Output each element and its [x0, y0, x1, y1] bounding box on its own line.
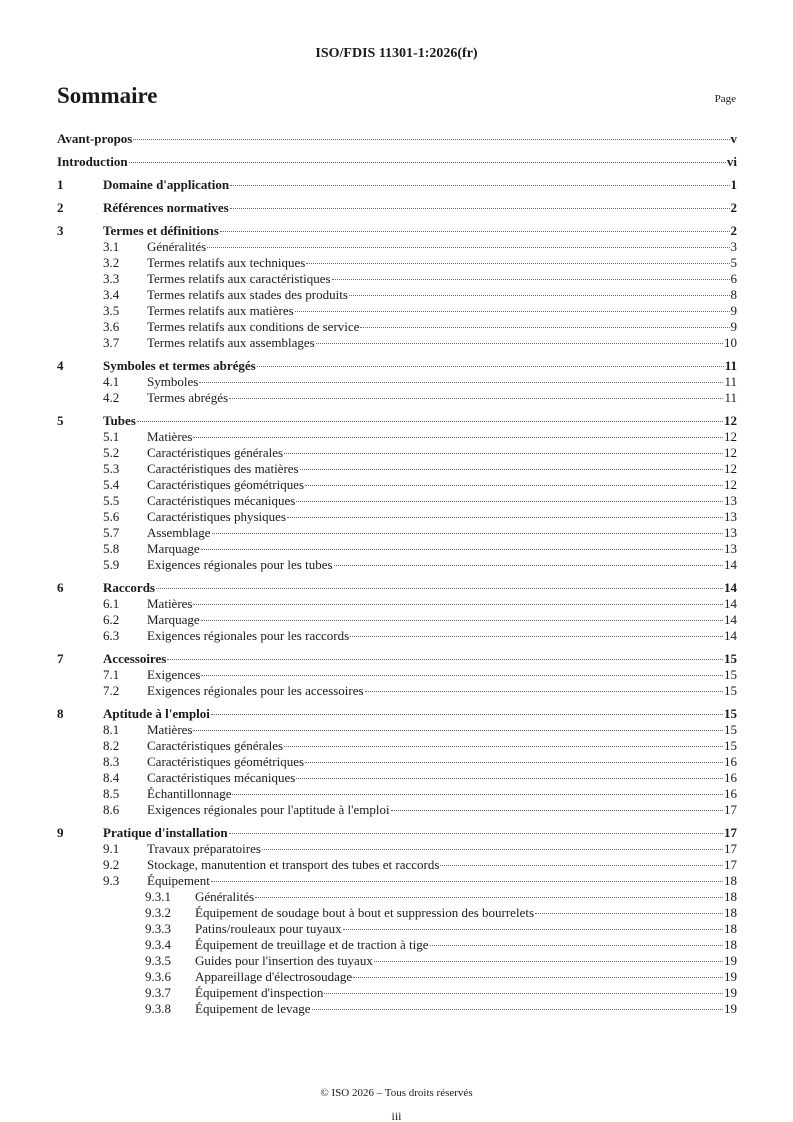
dot-leader: [305, 762, 723, 763]
toc-entry-number: 6.1: [103, 596, 120, 611]
dot-leader: [391, 810, 723, 811]
toc-entry-page: 13: [724, 493, 737, 508]
toc-entry-number: 3: [57, 223, 64, 238]
toc-entry-title: Symboles: [147, 374, 199, 389]
toc-entry[interactable]: [57, 429, 737, 445]
toc-entry[interactable]: [57, 889, 737, 905]
toc-entry[interactable]: [57, 493, 737, 509]
toc-entry[interactable]: [57, 612, 737, 628]
toc-entry-page: 15: [724, 651, 737, 666]
toc-entry-title: Caractéristiques mécaniques: [147, 770, 296, 785]
toc-entry-page: 18: [724, 905, 737, 920]
toc-entry[interactable]: [57, 390, 737, 406]
table-of-contents: [57, 131, 737, 1017]
toc-entry-number: 9.3.5: [145, 953, 171, 968]
toc-entry-page: 17: [724, 825, 737, 840]
toc-entry-number: 3.1: [103, 239, 120, 254]
toc-entry-number: 3.5: [103, 303, 120, 318]
dot-leader: [230, 208, 730, 209]
toc-entry[interactable]: [57, 200, 737, 216]
toc-entry-page: 14: [724, 580, 737, 595]
toc-entry[interactable]: [57, 969, 737, 985]
toc-entry-page: 13: [724, 509, 737, 524]
toc-entry[interactable]: [57, 557, 737, 573]
toc-entry[interactable]: [57, 985, 737, 1001]
dot-leader: [193, 437, 723, 438]
dot-leader: [212, 533, 723, 534]
toc-entry[interactable]: [57, 477, 737, 493]
dot-leader: [220, 231, 730, 232]
toc-entry-number: 4: [57, 358, 64, 373]
toc-entry-number: 8.3: [103, 754, 120, 769]
toc-entry[interactable]: [57, 754, 737, 770]
dot-leader: [207, 247, 729, 248]
toc-entry-number: 5.9: [103, 557, 120, 572]
toc-entry-number: 8.1: [103, 722, 120, 737]
toc-entry-title: Matières: [147, 722, 193, 737]
toc-entry-page: 15: [724, 738, 737, 753]
toc-entry-title: Matières: [147, 596, 193, 611]
toc-entry-page: 19: [724, 953, 737, 968]
dot-leader: [324, 993, 723, 994]
toc-entry-page: 17: [724, 857, 737, 872]
dot-leader: [262, 849, 723, 850]
toc-entry-page: 19: [724, 969, 737, 984]
dot-leader: [257, 366, 724, 367]
toc-entry-number: 9.2: [103, 857, 120, 872]
toc-entry-title: Termes relatifs aux matières: [147, 303, 294, 318]
toc-entry-number: 8.2: [103, 738, 120, 753]
toc-entry-number: 5: [57, 413, 64, 428]
toc-entry-number: 7: [57, 651, 64, 666]
dot-leader: [316, 343, 723, 344]
toc-entry-title: Matières: [147, 429, 193, 444]
toc-entry-page: 19: [724, 1001, 737, 1016]
toc-entry-title: Raccords: [103, 580, 155, 595]
toc-entry[interactable]: [57, 445, 737, 461]
dot-leader: [167, 659, 723, 660]
toc-entry-number: 5.4: [103, 477, 120, 492]
dot-leader: [350, 636, 723, 637]
toc-entry-page: 11: [724, 390, 737, 405]
toc-entry-title: Équipement de soudage bout à bout et suppression des bourrelets: [195, 905, 535, 920]
toc-entry-number: 5.8: [103, 541, 120, 556]
dot-leader: [332, 279, 730, 280]
dot-leader: [295, 311, 730, 312]
toc-entry-title: Marquage: [147, 541, 200, 556]
dot-leader: [199, 382, 723, 383]
toc-entry-number: 5.6: [103, 509, 120, 524]
toc-entry-title: Caractéristiques physiques: [147, 509, 286, 524]
toc-entry[interactable]: [57, 873, 737, 889]
toc-entry[interactable]: [57, 825, 737, 841]
toc-entry-number: 9.3.8: [145, 1001, 171, 1016]
toc-entry[interactable]: [57, 857, 737, 873]
toc-entry[interactable]: [57, 239, 737, 255]
toc-entry-title: Caractéristiques générales: [147, 445, 284, 460]
dot-leader: [305, 485, 723, 486]
toc-entry[interactable]: [57, 223, 737, 239]
dot-leader: [201, 620, 723, 621]
toc-entry-page: 10: [724, 335, 737, 350]
dot-leader: [287, 517, 723, 518]
toc-entry[interactable]: [57, 335, 737, 351]
dot-leader: [353, 977, 723, 978]
toc-entry[interactable]: [57, 953, 737, 969]
toc-entry-title: Équipement: [147, 873, 210, 888]
toc-entry-number: 1: [57, 177, 64, 192]
dot-leader: [201, 549, 723, 550]
toc-entry[interactable]: [57, 255, 737, 271]
toc-entry[interactable]: [57, 413, 737, 429]
toc-entry[interactable]: [57, 786, 737, 802]
dot-leader: [284, 453, 723, 454]
toc-entry[interactable]: [57, 509, 737, 525]
dot-leader: [284, 746, 723, 747]
dot-leader: [306, 263, 729, 264]
dot-leader: [255, 897, 723, 898]
toc-entry[interactable]: [57, 628, 737, 644]
toc-entry-title: Stockage, manutention et transport des tubes et raccords: [147, 857, 440, 872]
toc-entry-number: 3.3: [103, 271, 120, 286]
toc-entry-number: 6.2: [103, 612, 120, 627]
toc-entry[interactable]: [57, 525, 737, 541]
toc-entry-title: Échantillonnage: [147, 786, 232, 801]
toc-entry-page: 14: [724, 596, 737, 611]
toc-entry-title: Caractéristiques géométriques: [147, 754, 305, 769]
toc-entry[interactable]: [57, 667, 737, 683]
toc-entry-page: vi: [726, 154, 737, 169]
toc-entry[interactable]: [57, 358, 737, 374]
toc-entry[interactable]: [57, 580, 737, 596]
toc-entry-number: 8.5: [103, 786, 120, 801]
toc-entry[interactable]: [57, 271, 737, 287]
dot-leader: [129, 162, 726, 163]
toc-entry-title: Généralités: [195, 889, 255, 904]
toc-entry-page: 12: [724, 413, 737, 428]
toc-entry-title: Exigences régionales pour les raccords: [147, 628, 350, 643]
toc-entry-title: Termes relatifs aux caractéristiques: [147, 271, 331, 286]
toc-entry-number: 2: [57, 200, 64, 215]
toc-entry-page: 12: [724, 461, 737, 476]
toc-entry-page: 9: [730, 319, 737, 334]
toc-entry-page: 6: [730, 271, 737, 286]
dot-leader: [230, 185, 729, 186]
copyright-footer: © ISO 2026 – Tous droits réservés: [320, 1087, 473, 1099]
toc-entry-number: 9.3.6: [145, 969, 171, 984]
dot-leader: [201, 675, 723, 676]
toc-entry-page: 11: [724, 358, 737, 373]
toc-entry-title: Domaine d'application: [103, 177, 230, 192]
dot-leader: [211, 881, 723, 882]
dot-leader: [229, 398, 723, 399]
toc-entry-number: 5.3: [103, 461, 120, 476]
toc-entry-title: Assemblage: [147, 525, 211, 540]
toc-entry[interactable]: [57, 154, 737, 170]
dot-leader: [343, 929, 723, 930]
toc-entry-page: 16: [724, 770, 737, 785]
toc-entry-page: 15: [724, 683, 737, 698]
toc-entry-number: 6.3: [103, 628, 120, 643]
toc-entry[interactable]: [57, 905, 737, 921]
toc-entry[interactable]: [57, 287, 737, 303]
toc-entry-title: Caractéristiques des matières: [147, 461, 299, 476]
toc-entry-page: 8: [730, 287, 737, 302]
dot-leader: [349, 295, 730, 296]
toc-entry-title: Patins/rouleaux pour tuyaux: [195, 921, 342, 936]
toc-entry-number: 9.3: [103, 873, 120, 888]
toc-entry[interactable]: [57, 596, 737, 612]
toc-entry-number: 4.2: [103, 390, 120, 405]
toc-entry-number: 9.3.3: [145, 921, 171, 936]
dot-leader: [300, 469, 723, 470]
toc-entry-number: 9: [57, 825, 64, 840]
toc-entry-title: Termes relatifs aux assemblages: [147, 335, 315, 350]
dot-leader: [374, 961, 723, 962]
toc-entry[interactable]: [57, 706, 737, 722]
toc-entry[interactable]: [57, 738, 737, 754]
dot-leader: [360, 327, 729, 328]
toc-entry-number: 9.3.7: [145, 985, 171, 1000]
toc-entry-title: Exigences: [147, 667, 201, 682]
toc-entry[interactable]: [57, 1001, 737, 1017]
toc-entry-title: Accessoires: [103, 651, 167, 666]
toc-entry-page: 16: [724, 786, 737, 801]
toc-entry-page: 12: [724, 429, 737, 444]
toc-entry-page: 2: [730, 223, 737, 238]
toc-entry-page: 5: [730, 255, 737, 270]
toc-entry-title: Introduction: [57, 154, 128, 169]
dot-leader: [440, 865, 723, 866]
toc-entry-page: 12: [724, 477, 737, 492]
toc-entry-title: Équipement d'inspection: [195, 985, 324, 1000]
toc-entry-page: 18: [724, 873, 737, 888]
page-title: Sommaire: [57, 83, 158, 108]
dot-leader: [312, 1009, 723, 1010]
toc-entry-page: 14: [724, 628, 737, 643]
toc-entry-title: Exigences régionales pour les accessoires: [147, 683, 364, 698]
toc-entry-page: 15: [724, 722, 737, 737]
toc-entry[interactable]: [57, 722, 737, 738]
toc-entry-page: 13: [724, 525, 737, 540]
toc-entry-title: Symboles et termes abrégés: [103, 358, 256, 373]
dot-leader: [156, 588, 723, 589]
toc-entry-page: 17: [724, 802, 737, 817]
toc-entry[interactable]: [57, 319, 737, 335]
toc-entry-title: Guides pour l'insertion des tuyaux: [195, 953, 373, 968]
document-header: ISO/FDIS 11301-1:2026(fr): [315, 46, 478, 61]
toc-entry[interactable]: [57, 541, 737, 557]
toc-entry-number: 4.1: [103, 374, 120, 389]
toc-entry[interactable]: [57, 374, 737, 390]
toc-entry[interactable]: [57, 303, 737, 319]
toc-entry-number: 5.7: [103, 525, 120, 540]
toc-entry-title: Travaux préparatoires: [147, 841, 261, 856]
toc-entry-title: Aptitude à l'emploi: [103, 706, 210, 721]
toc-entry-title: Références normatives: [103, 200, 229, 215]
toc-entry-title: Exigences régionales pour les tubes: [147, 557, 333, 572]
toc-entry-number: 3.4: [103, 287, 120, 302]
page-column-label: Page: [714, 93, 736, 105]
toc-entry-number: 5.1: [103, 429, 120, 444]
toc-entry-title: Caractéristiques géométriques: [147, 477, 305, 492]
dot-leader: [296, 501, 723, 502]
toc-entry-page: 12: [724, 445, 737, 460]
toc-entry-page: 18: [724, 889, 737, 904]
toc-entry-title: Termes relatifs aux conditions de service: [147, 319, 360, 334]
toc-entry-number: 3.2: [103, 255, 120, 270]
toc-entry-page: 16: [724, 754, 737, 769]
dot-leader: [365, 691, 723, 692]
toc-entry[interactable]: [57, 177, 737, 193]
dot-leader: [133, 139, 729, 140]
toc-entry-page: 19: [724, 985, 737, 1000]
toc-entry-page: 9: [730, 303, 737, 318]
dot-leader: [334, 565, 723, 566]
toc-entry-title: Équipement de treuillage et de traction à tige: [195, 937, 429, 952]
toc-entry-title: Caractéristiques générales: [147, 738, 284, 753]
toc-entry-page: 15: [724, 706, 737, 721]
page-number: iii: [391, 1109, 402, 1122]
toc-entry-title: Équipement de levage: [195, 1001, 311, 1016]
dot-leader: [193, 604, 723, 605]
toc-entry-title: Termes abrégés: [147, 390, 229, 405]
dot-leader: [229, 833, 723, 834]
toc-entry-number: 5.2: [103, 445, 120, 460]
toc-entry-title: Marquage: [147, 612, 200, 627]
toc-entry[interactable]: [57, 131, 737, 147]
toc-entry-title: Termes et définitions: [103, 223, 219, 238]
toc-entry-page: 3: [730, 239, 737, 254]
toc-entry-page: 13: [724, 541, 737, 556]
toc-entry-title: Caractéristiques mécaniques: [147, 493, 296, 508]
toc-entry-number: 3.7: [103, 335, 120, 350]
toc-entry-page: v: [730, 131, 737, 146]
toc-entry-page: 11: [724, 374, 737, 389]
toc-entry-page: 18: [724, 937, 737, 952]
toc-entry-number: 8.6: [103, 802, 120, 817]
toc-entry-title: Appareillage d'électrosoudage: [195, 969, 353, 984]
toc-entry-title: Tubes: [103, 413, 136, 428]
toc-entry-page: 14: [724, 557, 737, 572]
toc-entry[interactable]: [57, 841, 737, 857]
toc-entry-title: Termes relatifs aux techniques: [147, 255, 306, 270]
toc-entry-page: 15: [724, 667, 737, 682]
dot-leader: [430, 945, 723, 946]
toc-entry-page: 18: [724, 921, 737, 936]
dot-leader: [137, 421, 723, 422]
toc-entry[interactable]: [57, 461, 737, 477]
toc-entry-page: 1: [730, 177, 737, 192]
toc-entry-number: 7.1: [103, 667, 120, 682]
toc-entry-number: 9.1: [103, 841, 120, 856]
toc-entry-title: Termes relatifs aux stades des produits: [147, 287, 348, 302]
toc-entry-title: Avant-propos: [57, 131, 133, 146]
toc-entry[interactable]: [57, 651, 737, 667]
dot-leader: [211, 714, 723, 715]
toc-entry[interactable]: [57, 921, 737, 937]
toc-entry-number: 5.5: [103, 493, 120, 508]
toc-entry[interactable]: [57, 802, 737, 818]
dot-leader: [296, 778, 723, 779]
toc-entry-number: 7.2: [103, 683, 120, 698]
toc-entry-title: Généralités: [147, 239, 207, 254]
dot-leader: [193, 730, 723, 731]
toc-entry-number: 8: [57, 706, 64, 721]
toc-entry[interactable]: [57, 770, 737, 786]
toc-entry-page: 17: [724, 841, 737, 856]
toc-entry-number: 3.6: [103, 319, 120, 334]
dot-leader: [232, 794, 723, 795]
toc-entry-page: 14: [724, 612, 737, 627]
toc-entry-number: 9.3.4: [145, 937, 171, 952]
toc-entry[interactable]: [57, 937, 737, 953]
toc-entry-title: Pratique d'installation: [103, 825, 228, 840]
toc-entry-number: 9.3.2: [145, 905, 171, 920]
toc-entry-number: 9.3.1: [145, 889, 171, 904]
toc-entry-page: 2: [730, 200, 737, 215]
toc-entry[interactable]: [57, 683, 737, 699]
toc-entry-number: 6: [57, 580, 64, 595]
toc-entry-number: 8.4: [103, 770, 120, 785]
toc-entry-title: Exigences régionales pour l'aptitude à l'emploi: [147, 802, 390, 817]
dot-leader: [535, 913, 723, 914]
